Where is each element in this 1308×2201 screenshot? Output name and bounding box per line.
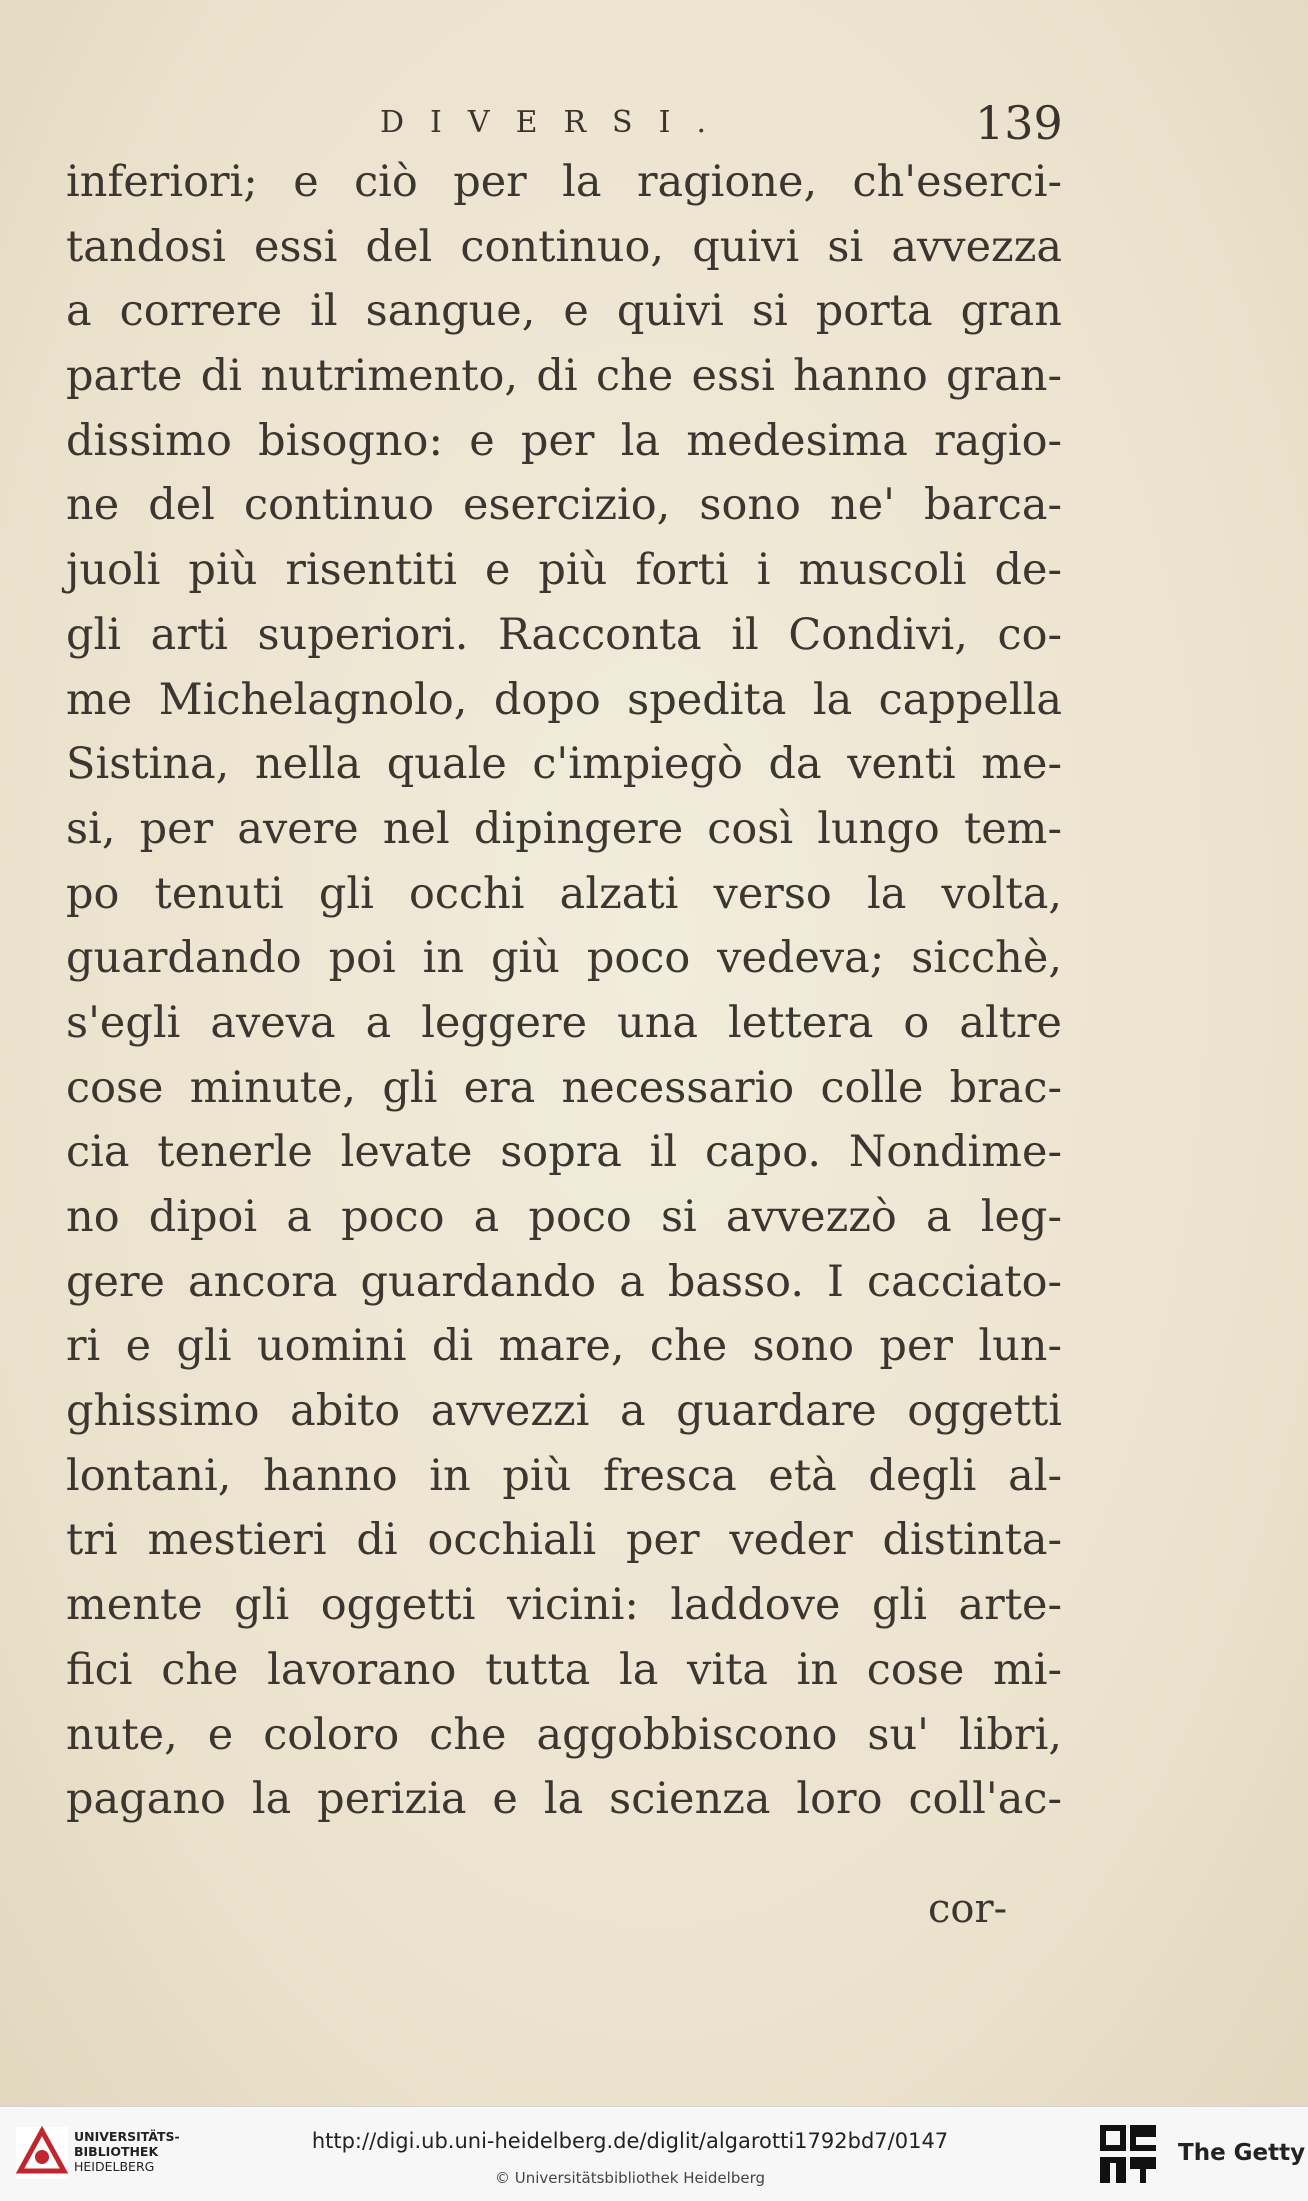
text-line: tandosi essi del continuo, quivi si avvezza xyxy=(66,221,1062,272)
text-line: Sistina, nella quale c'impiegò da venti me- xyxy=(66,739,1062,790)
running-head: DIVERSI. xyxy=(380,105,732,140)
text-line: ri e gli uomini di mare, che sono per lun- xyxy=(66,1321,1062,1372)
text-line: fici che lavorano tutta la vita in cose mi- xyxy=(66,1644,1062,1695)
text-line: ghissimo abito avvezzi a guardare oggetti xyxy=(66,1386,1062,1437)
text-line: tri mestieri di occhiali per veder distinta- xyxy=(66,1515,1062,1566)
text-line: me Michelagnolo, dopo spedita la cappella xyxy=(66,674,1062,725)
text-line: lontani, hanno in più fresca età degli al- xyxy=(66,1450,1062,1501)
source-url-link[interactable]: http://digi.ub.uni-heidelberg.de/diglit/algarotti1792bd7/0147 xyxy=(311,2129,949,2153)
text-line: nute, e coloro che aggobbiscono su' libri, xyxy=(66,1709,1062,1760)
footer-bar xyxy=(0,2106,1308,2201)
catchword: cor- xyxy=(928,1886,1008,1932)
text-line: a correre il sangue, e quivi si porta gran xyxy=(66,286,1062,337)
text-line: ne del continuo esercizio, sono ne' barca- xyxy=(66,480,1062,531)
copyright-notice: © Universitätsbibliothek Heidelberg xyxy=(494,2169,765,2187)
text-line: pagano la perizia e la scienza loro coll'ac- xyxy=(66,1774,1062,1825)
body-text xyxy=(66,150,1062,1832)
text-line: juoli più risentiti e più forti i muscoli de- xyxy=(66,545,1062,596)
text-line: no dipoi a poco a poco si avvezzò a leg- xyxy=(66,1192,1062,1242)
text-line: gli arti superiori. Racconta il Condivi, co- xyxy=(66,609,1062,660)
text-line: cia tenerle levate sopra il capo. Nondime- xyxy=(66,1127,1062,1178)
text-line: parte di nutrimento, di che essi hanno gran- xyxy=(66,351,1062,402)
text-line: po tenuti gli occhi alzati verso la volta, xyxy=(66,868,1062,919)
text-line: cose minute, gli era necessario colle brac- xyxy=(66,1062,1062,1113)
text-line: inferiori; e ciò per la ragione, ch'eserci- xyxy=(66,157,1062,207)
text-line: gere ancora guardando a basso. I cacciato- xyxy=(66,1256,1062,1307)
university-library-logo-icon xyxy=(14,2125,70,2181)
getty-logo-icon xyxy=(1098,2123,1158,2189)
text-line: s'egli aveva a leggere una lettera o altre xyxy=(66,997,1062,1048)
page-number: 139 xyxy=(975,96,1063,150)
text-line: mente gli oggetti vicini: laddove gli arte- xyxy=(66,1580,1062,1631)
text-line: guardando poi in giù poco vedeva; sicchè, xyxy=(66,933,1062,984)
text-line: si, per avere nel dipingere così lungo tem- xyxy=(66,803,1062,854)
getty-name: The Getty xyxy=(1178,2140,1306,2166)
university-library-name: UNIVERSITÄTS- BIBLIOTHEK HEIDELBERG xyxy=(74,2129,180,2174)
text-line: dissimo bisogno: e per la medesima ragio- xyxy=(66,415,1062,466)
